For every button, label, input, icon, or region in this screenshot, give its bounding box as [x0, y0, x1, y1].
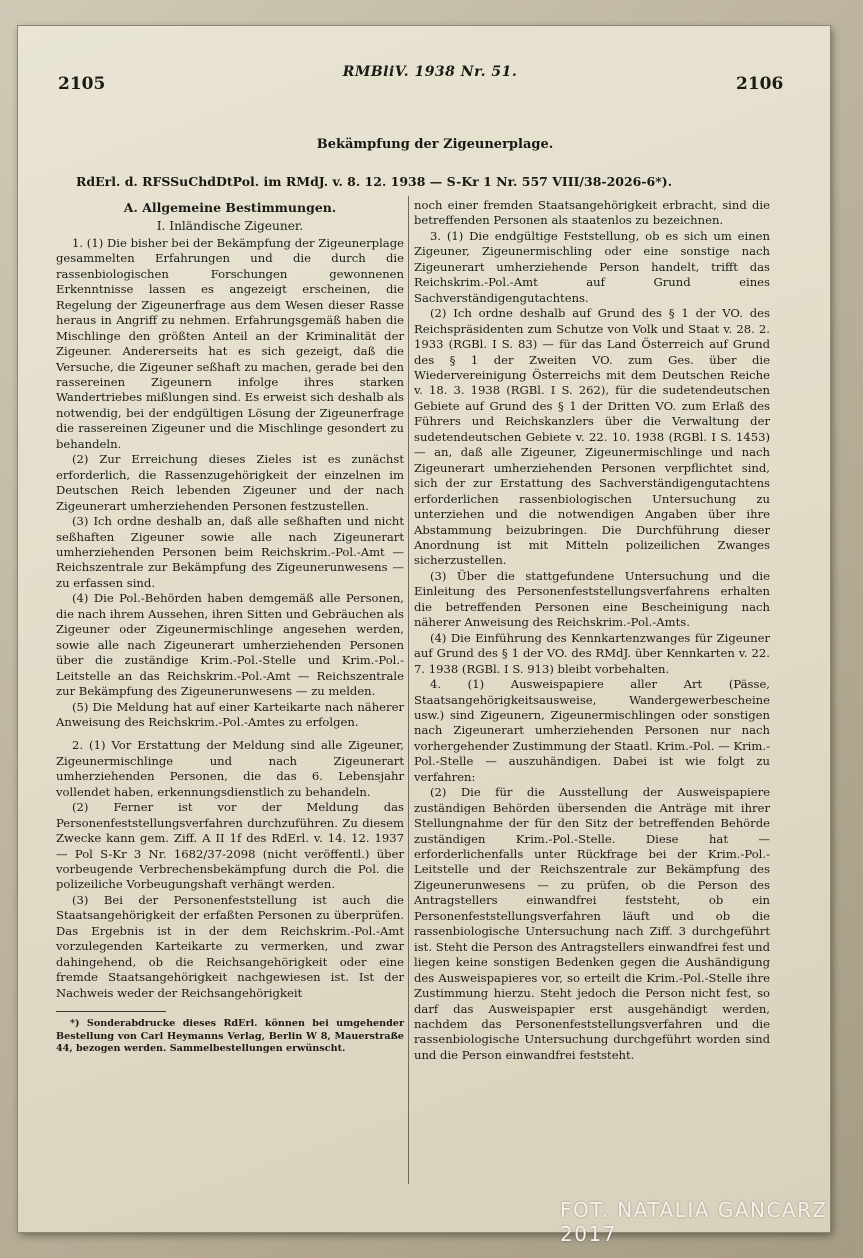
paragraph: (3) Ich ordne deshalb an, daß alle seßhaften und nicht seßhaften Zigeuner sowie alle nach Zigeunerart umherziehenden Personen beim Reichskrim.-Pol.-Amt — Reichszentrale zur Bekämpfung des Zigeunerunwesens — zu erfassen sind.: [56, 514, 404, 590]
paragraph: (3) Über die stattgefundene Untersuchung und die Einleitung des Personenfeststellungsverfahrens erhalten die betreffenden Personen eine Bescheinigung nach näherer Anweisung des Reichskrim.-Pol.-Amts.: [414, 568, 770, 630]
paragraph: (4) Die Einführung des Kennkartenzwanges für Zigeuner auf Grund des § 1 der VO. des RMdJ. über Kennkarten v. 22. 7. 1938 (RGBl. I S. 913) bleibt vorbehalten.: [414, 630, 770, 676]
footnote: *) Sonderabdrucke dieses RdErl. können bei umgehender Bestellung von Carl Heymanns Verlag, Berlin W 8, Mauerstraße 44, bezogen werden. Sammelbestellungen erwünscht.: [56, 1018, 404, 1055]
page-number-left: 2105: [58, 74, 106, 94]
running-head: RMBliV. 1938 Nr. 51.: [342, 64, 518, 80]
footnote-rule: [56, 1011, 166, 1012]
paragraph: (5) Die Meldung hat auf einer Karteikarte nach näherer Anweisung des Reichskrim.-Pol.-Amtes zu erfolgen.: [56, 699, 404, 729]
photo-credit-watermark: FOT. NATALIA GANCARZ 2017: [560, 1198, 828, 1246]
paragraph: (2) Die für die Ausstellung der Ausweispapiere zuständigen Behörden übersenden die Anträge mit ihrer Stellungnahme der für den Sitz der betreffenden Behörde zuständigen Krim.-Pol.-Stelle. Diese hat — erforderlichenfalls unter Rückfrage bei der Krim.-Pol.-Leitstelle und der Reichszentrale zur Bekämpfung des Zigeunerunwesens — zu prüfen, ob die Person des Antragstellers einwandfrei feststeht, ob ein Personenfeststellungsverfahren läuft und ob die rassenbiologische Untersuchung nach Ziff. 3 durchgeführt ist. Steht die Person des Antragstellers einwandfrei fest und liegen keine sonstigen Bedenken gegen die Aushändigung des Ausweispapieres vor, so erteilt die Krim.-Pol.-Stelle ihre Zustimmung hierzu. Steht jedoch die Person nicht fest, so darf das Ausweispapier erst ausgehändigt werden, nachdem das Personenfeststellungsverfahren und die rassenbiologische Untersuchung durchgeführt worden sind und die Person einwandfrei feststeht.: [414, 785, 770, 1062]
left-column: [56, 198, 404, 1056]
paragraph-continuation: noch einer fremden Staatsangehörigkeit erbracht, sind die betreffenden Personen als staatenlos zu bezeichnen.: [414, 198, 770, 228]
paragraph: 2. (1) Vor Erstattung der Meldung sind alle Zigeuner, Zigeunermischlinge und nach Zigeunerart umherziehenden Personen, die das 6. Lebensjahr vollendet haben, erkennungsdienstlich zu behandeln.: [56, 738, 404, 799]
paragraph: (2) Zur Erreichung dieses Zieles ist es zunächst erforderlich, die Rassenzugehörigkeit der einzelnen im Deutschen Reich lebenden Zigeuner und der nach Zigeunerart umherziehenden Personen festzustellen.: [56, 452, 404, 513]
section-heading: A. Allgemeine Bestimmungen.: [123, 200, 337, 215]
page-number-right: 2106: [736, 74, 784, 94]
right-column: [414, 198, 770, 1063]
document-title: Bekämpfung der Zigeunerplage.: [316, 137, 554, 152]
paragraph: 3. (1) Die endgültige Feststellung, ob es sich um einen Zigeuner, Zigeunermischling oder eine sonstige nach Zigeunerart umherziehende Person handelt, trifft das Reichskrim.-Pol.-Amt auf Grund eines Sachverständigengutachtens.: [414, 228, 770, 305]
paragraph: (4) Die Pol.-Behörden haben demgemäß alle Personen, die nach ihrem Aussehen, ihren Sitten und Gebräuchen als Zigeuner oder Zigeunermischlinge angesehen werden, sowie alle nach Zigeunerart umherziehenden Personen über die zuständige Krim.-Pol.-Stelle und Krim.-Pol.-Leitstelle an das Reichskrim.-Pol.-Amt — Reichszentrale zur Bekämpfung des Zigeunerunwesens — zu melden.: [56, 591, 404, 699]
paragraph: (2) Ich ordne deshalb auf Grund des § 1 der VO. des Reichspräsidenten zum Schutze von Volk und Staat v. 28. 2. 1933 (RGBl. I S. 83) — für das Land Österreich auf Grund des § 1 der Zweiten VO. zum Ges. über die Wiedervereinigung Österreichs mit dem Deutschen Reiche v. 18. 3. 1938 (RGBl. I S. 262), für die sudetendeutschen Gebiete auf Grund des § 1 der Dritten VO. zum Erlaß des Führers und Reichskanzlers über die Verwaltung der sudetendeutschen Gebiete v. 22. 10. 1938 (RGBl. I S. 1453) — an, daß alle Zigeuner, Zigeunermischlinge und nach Zigeunerart umherziehenden Personen verpflichtet sind, sich der zur Erstattung des Sachverständigengutachtens erforderlichen rassenbiologischen Untersuchung zu unterziehen und die notwendigen Angaben über ihre Abstammung beizubringen. Die Durchführung dieser Anordnung ist mit Mitteln polizeilichen Zwanges sicherzustellen.: [414, 306, 770, 568]
paragraph: (3) Bei der Personenfeststellung ist auch die Staatsangehörigkeit der erfaßten Personen zu überprüfen. Das Ergebnis ist in der dem Reichskrim.-Pol.-Amt vorzulegenden Karteikarte zu vermerken, und zwar dahingehend, ob die Reichsangehörigkeit oder eine fremde Staatsangehörigkeit nachgewiesen ist. Ist der Nachweis weder der Reichsangehörigkeit: [56, 892, 404, 1000]
paragraph: 1. (1) Die bisher bei der Bekämpfung der Zigeunerplage gesammelten Erfahrungen und die durch die rassenbiologischen Forschungen gewonnenen Erkenntnisse lassen es angezeigt erscheinen, die Regelung der Zigeunerfrage aus dem Wesen dieser Rasse heraus in Angriff zu nehmen. Erfahrungsgemäß haben die Mischlinge den größten Anteil an der Kriminalität der Zigeuner. Andererseits hat es sich gezeigt, daß die Versuche, die Zigeuner seßhaft zu machen, gerade bei den rassereinen Zigeunern infolge ihres starken Wandertriebes mißlungen sind. Es erweist sich deshalb als notwendig, bei der endgültigen Lösung der Zigeunerfrage die rassereinen Zigeuner und die Mischlinge gesondert zu behandeln.: [56, 235, 404, 451]
paragraph: (2) Ferner ist vor der Meldung das Personenfeststellungsverfahren durchzuführen. Zu diesem Zwecke kann gem. Ziff. A II 1f des RdErl. v. 14. 12. 1937 — Pol S-Kr 3 Nr. 1682/37-2098 (nicht veröffentl.) über vorbeugende Verbrechensbekämpfung durch die Pol. die polizeiliche Vorbeugungshaft verhängt werden.: [56, 800, 404, 892]
subsection-heading: I. Inländische Zigeuner.: [156, 219, 304, 234]
column-divider: [408, 196, 409, 1184]
paragraph: 4. (1) Ausweispapiere aller Art (Pässe, Staatsangehörigkeitsausweise, Wandergewerbescheine usw.) sind Zigeunern, Zigeunermischlingen oder sonstigen nach Zigeunerart umherziehenden Personen nur nach vorhergehender Zustimmung der Staatl. Krim.-Pol. — Krim.-Pol.-Stelle — auszuhändigen. Dabei ist wie folgt zu verfahren:: [414, 677, 770, 784]
decree-reference: RdErl. d. RFSSuChdDtPol. im RMdJ. v. 8. 12. 1938 — S-Kr 1 Nr. 557 VIII/38-2026-6*).: [76, 174, 673, 189]
